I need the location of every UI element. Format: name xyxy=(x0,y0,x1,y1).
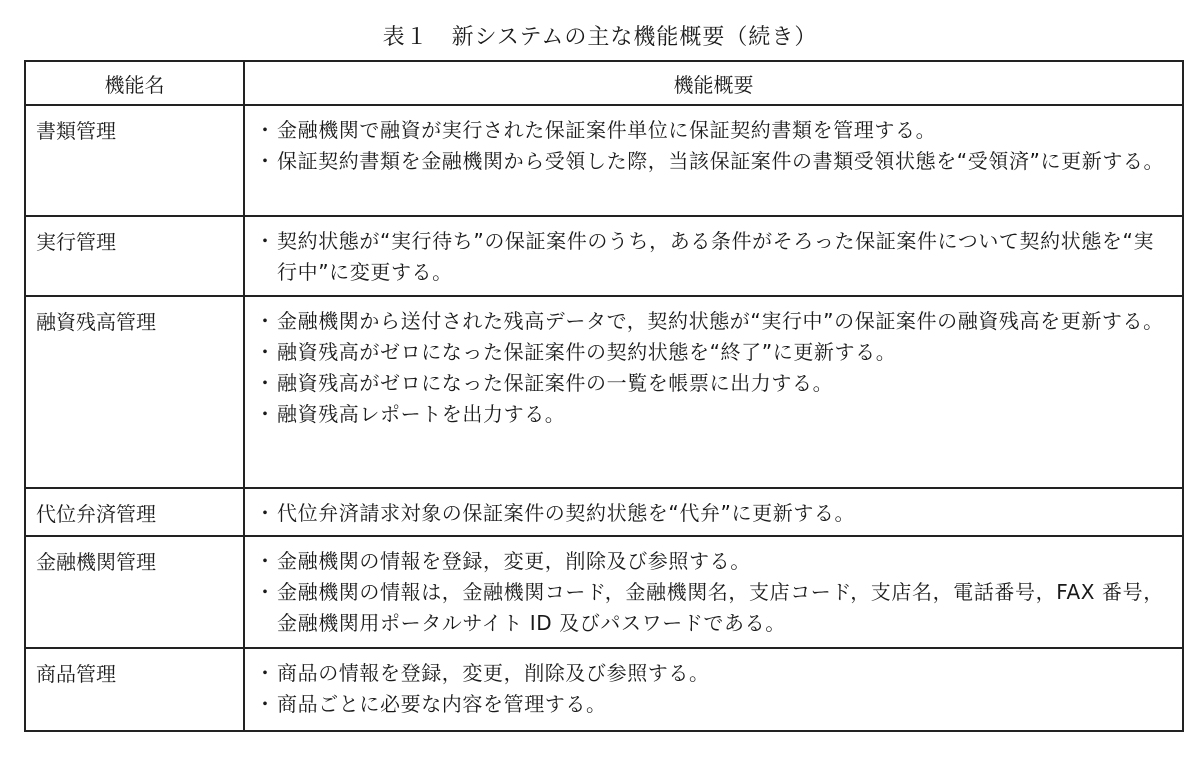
summary-item xyxy=(255,115,1172,146)
summary-item xyxy=(255,146,1172,177)
function-name-cell: 金融機関管理 xyxy=(25,536,244,648)
function-name-cell: 書類管理 xyxy=(25,105,244,216)
column-header-function-summary: 機能概要 xyxy=(244,61,1183,105)
function-summary-cell xyxy=(244,216,1183,296)
summary-item-text: 代位弁済請求対象の保証案件の契約状態を“代弁”に更新する。 xyxy=(277,501,856,525)
bullet-point: ・ xyxy=(255,149,275,173)
summary-item-text: 金融機関の情報は，金融機関コード，金融機関名，支店コード，支店名，電話番号，FAX 番号，金融機関用ポータルサイト ID 及びパスワードである。 xyxy=(277,580,1164,635)
bullet-point: ・ xyxy=(255,549,275,573)
function-name-cell: 融資残高管理 xyxy=(25,296,244,488)
bullet-point: ・ xyxy=(255,229,275,253)
function-name-cell: 商品管理 xyxy=(25,648,244,731)
summary-item xyxy=(255,689,1172,720)
summary-item xyxy=(255,546,1172,577)
function-summary-cell xyxy=(244,296,1183,488)
table-row xyxy=(25,216,1183,296)
bullet-point: ・ xyxy=(255,692,275,716)
bullet-point: ・ xyxy=(255,340,275,364)
function-name-cell: 実行管理 xyxy=(25,216,244,296)
summary-item xyxy=(255,337,1172,368)
function-name-cell: 代位弁済管理 xyxy=(25,488,244,536)
bullet-point: ・ xyxy=(255,371,275,395)
table-header-row xyxy=(25,61,1183,105)
column-header-function-name: 機能名 xyxy=(25,61,244,105)
bullet-point: ・ xyxy=(255,118,275,142)
table-caption: 表１ 新システムの主な機能概要（続き） xyxy=(382,25,818,50)
bullet-point: ・ xyxy=(255,501,275,525)
summary-item xyxy=(255,226,1172,288)
table-row xyxy=(25,296,1183,488)
summary-item-text: 商品の情報を登録，変更，削除及び参照する。 xyxy=(277,661,710,685)
table-row xyxy=(25,648,1183,731)
bullet-point: ・ xyxy=(255,309,275,333)
table-row xyxy=(25,536,1183,648)
summary-item xyxy=(255,658,1172,689)
summary-item-text: 金融機関から送付された残高データで，契約状態が“実行中”の保証案件の融資残高を更新する。 xyxy=(277,309,1164,333)
summary-item xyxy=(255,577,1172,639)
function-summary-cell xyxy=(244,648,1183,731)
summary-item xyxy=(255,306,1172,337)
summary-item xyxy=(255,368,1172,399)
bullet-point: ・ xyxy=(255,580,275,604)
summary-item-text: 金融機関で融資が実行された保証案件単位に保証契約書類を管理する。 xyxy=(277,118,937,142)
function-summary-cell xyxy=(244,105,1183,216)
summary-item xyxy=(255,498,1172,529)
summary-item-text: 融資残高がゼロになった保証案件の契約状態を“終了”に更新する。 xyxy=(277,340,897,364)
table-row xyxy=(25,488,1183,536)
bullet-point: ・ xyxy=(255,402,275,426)
table-row xyxy=(25,105,1183,216)
bullet-point: ・ xyxy=(255,661,275,685)
function-summary-table xyxy=(24,60,1184,732)
summary-item-text: 融資残高レポートを出力する。 xyxy=(277,402,566,426)
summary-item-text: 商品ごとに必要な内容を管理する。 xyxy=(277,692,607,716)
summary-item-text: 保証契約書類を金融機関から受領した際，当該保証案件の書類受領状態を“受領済”に更新する。 xyxy=(277,149,1165,173)
function-summary-cell xyxy=(244,488,1183,536)
function-summary-cell xyxy=(244,536,1183,648)
summary-item-text: 契約状態が“実行待ち”の保証案件のうち，ある条件がそろった保証案件について契約状態を“実行中”に変更する。 xyxy=(277,229,1155,284)
summary-item-text: 融資残高がゼロになった保証案件の一覧を帳票に出力する。 xyxy=(277,371,834,395)
summary-item-text: 金融機関の情報を登録，変更，削除及び参照する。 xyxy=(277,549,751,573)
summary-item xyxy=(255,399,1172,430)
